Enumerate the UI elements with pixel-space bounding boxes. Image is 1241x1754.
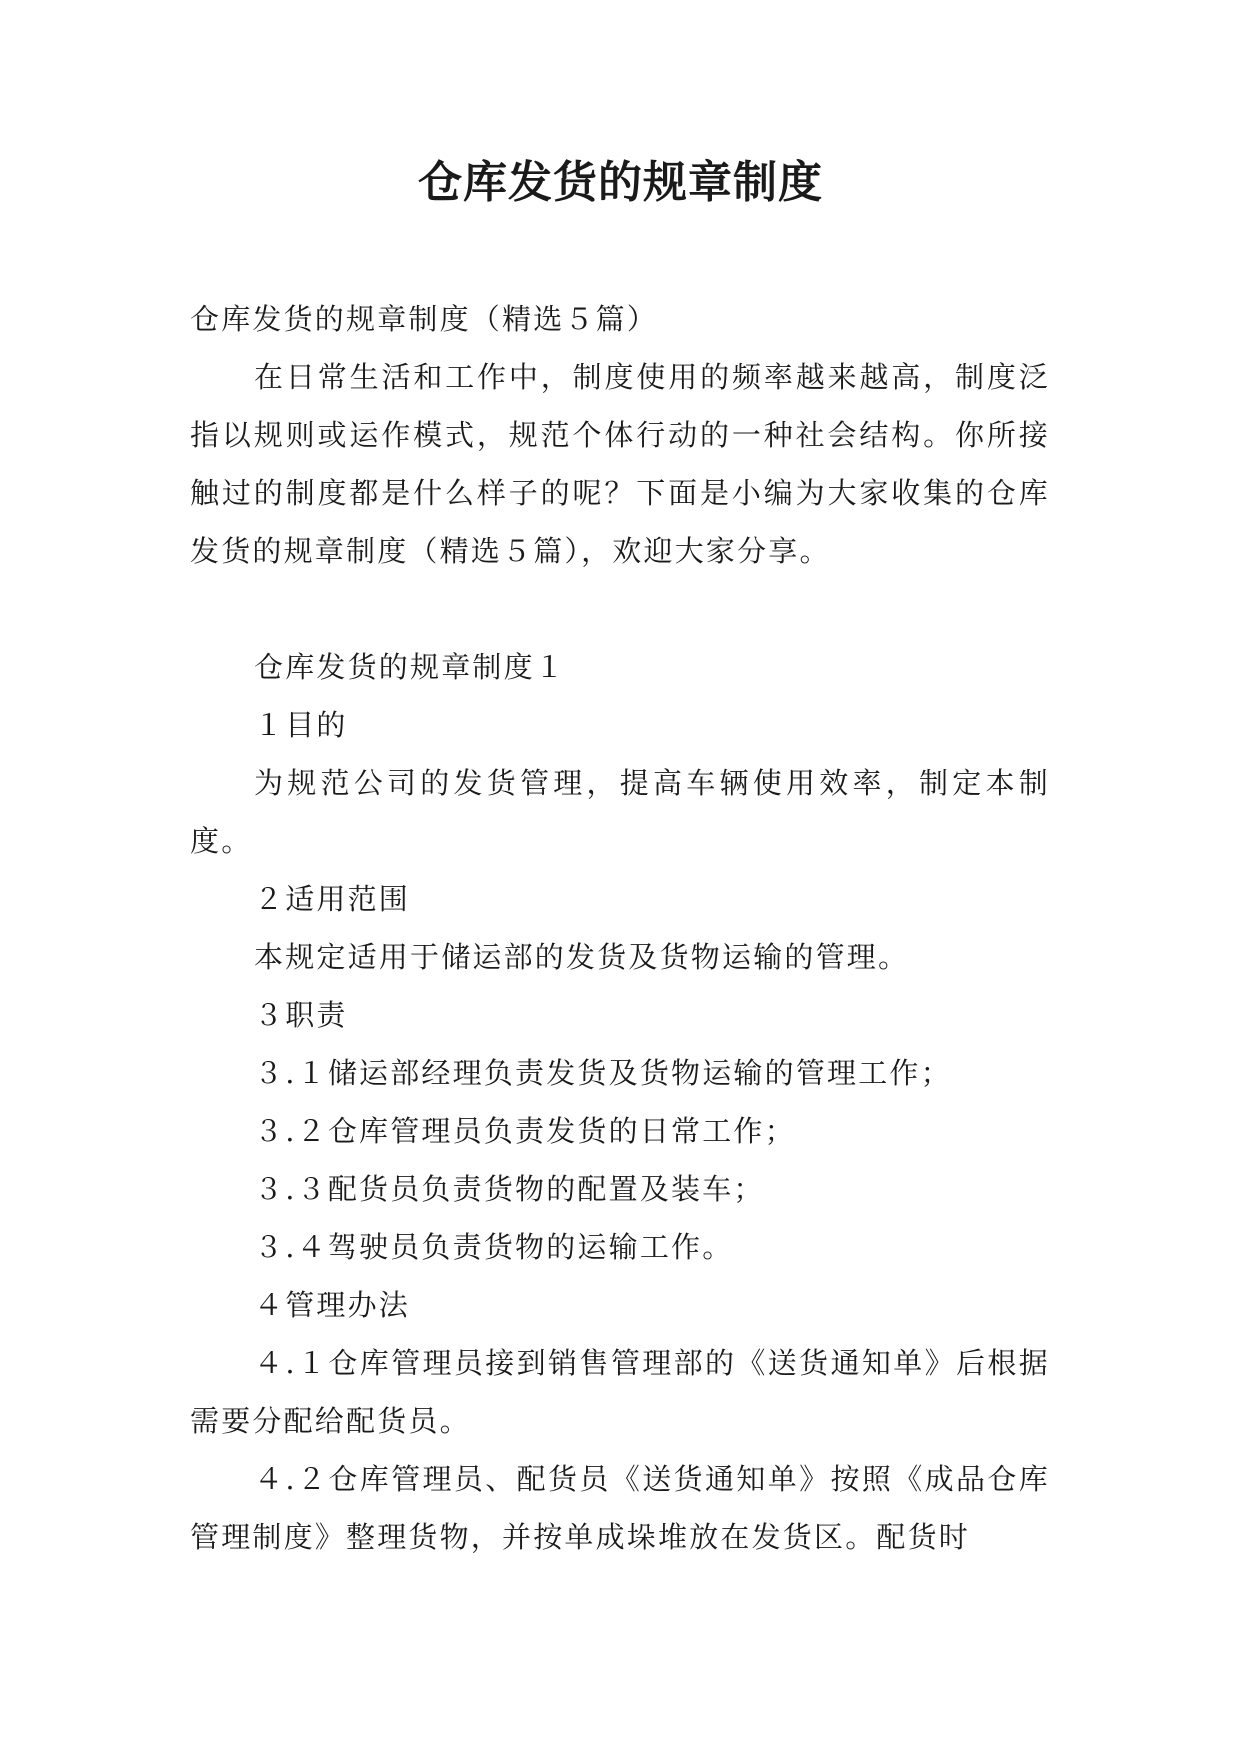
paragraph: ３.４驾驶员负责货物的运输工作。 [254, 1230, 734, 1264]
paragraph: ３.１储运部经理负责发货及货物运输的管理工作； [254, 1056, 952, 1090]
document-subtitle: 仓库发货的规章制度（精选５篇） [190, 302, 659, 336]
paragraph: ３.３配货员负责货物的配置及装车； [254, 1172, 765, 1206]
paragraph: ４管理办法 [254, 1288, 411, 1322]
paragraph: 仓库发货的规章制度１ [254, 650, 567, 684]
paragraph: ４.２仓库管理员、配货员《送货通知单》按照《成品仓库管理制度》整理货物，并按单成垛堆放在发货区。配货时 [190, 1462, 1050, 1554]
document-body [190, 290, 1050, 1566]
paragraph: ２适用范围 [254, 882, 411, 916]
document-title: 仓库发货的规章制度 [418, 157, 823, 208]
paragraph: 为规范公司的发货管理，提高车辆使用效率，制定本制度。 [190, 766, 1050, 858]
paragraph: ４.１仓库管理员接到销售管理部的《送货通知单》后根据需要分配给配货员。 [190, 1346, 1050, 1438]
paragraph: ３.２仓库管理员负责发货的日常工作； [254, 1114, 796, 1148]
paragraph: ３职责 [254, 998, 348, 1032]
paragraph: 本规定适用于储运部的发货及货物运输的管理。 [254, 940, 910, 974]
paragraph: 在日常生活和工作中，制度使用的频率越来越高，制度泛指以规则或运作模式，规范个体行动的一种社会结构。你所接触过的制度都是什么样子的呢？下面是小编为大家收集的仓库发货的规章制度（精选５篇），欢迎大家分享。 [190, 360, 1050, 568]
paragraph-spacer [190, 580, 1050, 638]
paragraph: １目的 [254, 708, 348, 742]
